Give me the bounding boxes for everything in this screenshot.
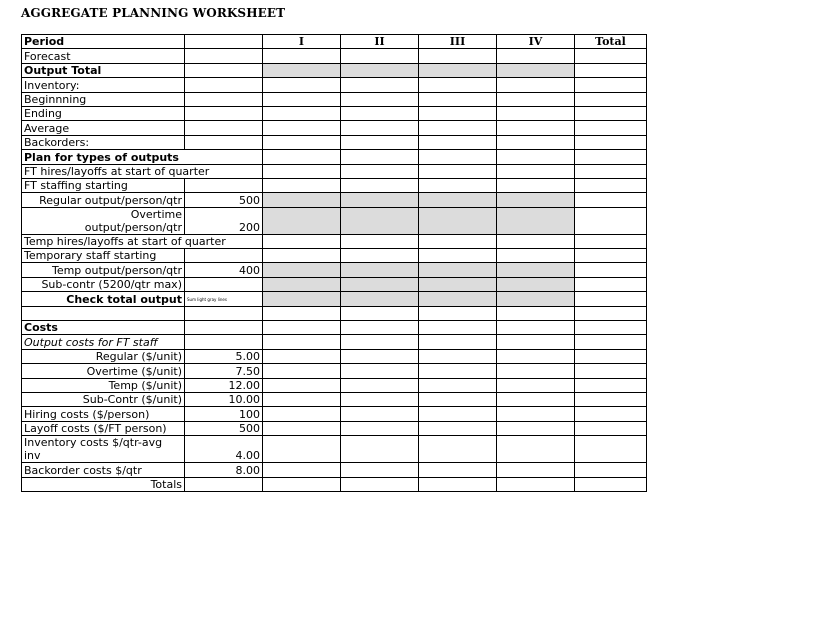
row-label: Temporary staff starting bbox=[22, 249, 185, 263]
value-cell[interactable] bbox=[185, 35, 263, 49]
layoff-cost-value[interactable]: 500 bbox=[185, 421, 263, 435]
row-label: Temp output/person/qtr bbox=[22, 263, 185, 277]
row-label: Regular output/person/qtr bbox=[22, 193, 185, 207]
subcontr-row bbox=[22, 277, 647, 291]
hiring-cost-value[interactable]: 100 bbox=[185, 407, 263, 421]
ft-staffing-row bbox=[22, 178, 647, 192]
backorders-row bbox=[22, 135, 647, 149]
row-label: Temp hires/layoffs at start of quarter bbox=[22, 234, 263, 248]
temp-output-value[interactable]: 400 bbox=[185, 263, 263, 277]
section-heading: Costs bbox=[22, 321, 185, 335]
row-label: Hiring costs ($/person) bbox=[22, 407, 185, 421]
overtime-label-line1: Overtime bbox=[130, 207, 182, 221]
average-row bbox=[22, 121, 647, 135]
row-label: FT hires/layoffs at start of quarter bbox=[22, 164, 263, 178]
totals-row bbox=[22, 477, 647, 491]
regular-cost-value[interactable]: 5.00 bbox=[185, 349, 263, 363]
subcontr-cost-row bbox=[22, 392, 647, 406]
period-label: Period bbox=[22, 35, 185, 49]
row-label bbox=[22, 207, 185, 234]
row-label: Sub-contr (5200/qtr max) bbox=[22, 277, 185, 291]
row-label bbox=[22, 436, 185, 463]
overtime-output-row bbox=[22, 207, 647, 234]
row-label: Ending bbox=[22, 106, 185, 120]
section-subheading: Output costs for FT staff bbox=[22, 335, 185, 349]
row-label: Forecast bbox=[22, 49, 185, 63]
temp-staff-row bbox=[22, 249, 647, 263]
row-label: Average bbox=[22, 121, 185, 135]
row-label: Inventory: bbox=[22, 78, 185, 92]
inventory-cost-line2: inv bbox=[24, 449, 41, 463]
regular-output-value[interactable]: 500 bbox=[185, 193, 263, 207]
row-label: Check total output bbox=[22, 292, 185, 306]
row-label: Backorder costs $/qtr bbox=[22, 463, 185, 477]
overtime-output-value[interactable]: 200 bbox=[185, 207, 263, 234]
inventory-row bbox=[22, 78, 647, 92]
quarter-2-header: II bbox=[341, 35, 419, 49]
backorder-cost-value[interactable]: 8.00 bbox=[185, 463, 263, 477]
plan-heading-row bbox=[22, 150, 647, 164]
check-total-row bbox=[22, 292, 647, 306]
row-label: Beginnning bbox=[22, 92, 185, 106]
hiring-cost-row bbox=[22, 407, 647, 421]
total-header: Total bbox=[575, 35, 647, 49]
row-label: Temp ($/unit) bbox=[22, 378, 185, 392]
temp-output-row bbox=[22, 263, 647, 277]
inventory-cost-value[interactable]: 4.00 bbox=[185, 436, 263, 463]
row-label: Output Total bbox=[22, 63, 185, 77]
inventory-cost-line1: Inventory costs $/qtr-avg bbox=[24, 436, 163, 450]
overtime-cost-value[interactable]: 7.50 bbox=[185, 364, 263, 378]
row-label: Layoff costs ($/FT person) bbox=[22, 421, 185, 435]
overtime-label-line2: output/person/qtr bbox=[84, 220, 182, 234]
worksheet-title: AGGREGATE PLANNING WORKSHEET bbox=[21, 6, 286, 20]
temp-cost-row bbox=[22, 378, 647, 392]
row-label: FT staffing starting bbox=[22, 178, 185, 192]
quarter-3-header: III bbox=[419, 35, 497, 49]
header-row bbox=[22, 35, 647, 49]
costs-heading-row bbox=[22, 321, 647, 335]
totals-label: Totals bbox=[22, 477, 185, 491]
layoff-cost-row bbox=[22, 421, 647, 435]
blank-row bbox=[22, 306, 647, 320]
section-heading: Plan for types of outputs bbox=[22, 150, 263, 164]
row-label: Overtime ($/unit) bbox=[22, 364, 185, 378]
row-label: Regular ($/unit) bbox=[22, 349, 185, 363]
forecast-row bbox=[22, 49, 647, 63]
backorder-cost-row bbox=[22, 463, 647, 477]
quarter-4-header: IV bbox=[497, 35, 575, 49]
ending-row bbox=[22, 106, 647, 120]
worksheet-table bbox=[21, 34, 647, 492]
ft-hires-row bbox=[22, 164, 647, 178]
beginning-row bbox=[22, 92, 647, 106]
row-label: Backorders: bbox=[22, 135, 185, 149]
regular-output-row bbox=[22, 193, 647, 207]
row-label: Sub-Contr ($/unit) bbox=[22, 392, 185, 406]
regular-cost-row bbox=[22, 349, 647, 363]
check-note: Sum light gray lines bbox=[185, 292, 263, 306]
ft-costs-heading-row bbox=[22, 335, 647, 349]
temp-hires-row bbox=[22, 234, 647, 248]
inventory-cost-row bbox=[22, 436, 647, 463]
quarter-1-header: I bbox=[263, 35, 341, 49]
subcontr-cost-value[interactable]: 10.00 bbox=[185, 392, 263, 406]
temp-cost-value[interactable]: 12.00 bbox=[185, 378, 263, 392]
overtime-cost-row bbox=[22, 364, 647, 378]
output-total-row bbox=[22, 63, 647, 77]
